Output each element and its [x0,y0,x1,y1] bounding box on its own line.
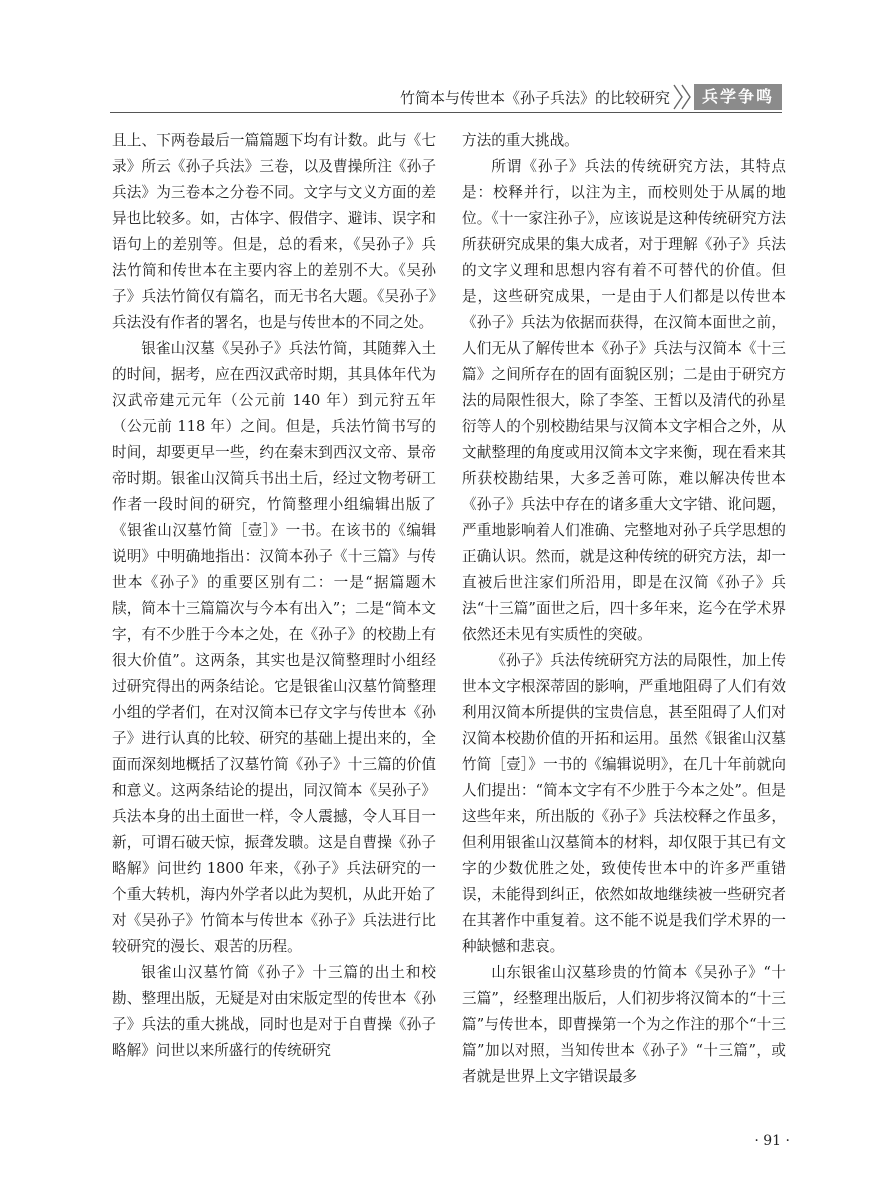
running-header [110,84,782,112]
paragraph: 《孙子》兵法传统研究方法的局限性，加上传世本文字根深蒂固的影响，严重地阻碍了人们有效利用汉简本所提供的宝贵信息，甚至阻碍了人们对汉简本校勘价值的开拓和运用。虽然《银雀山汉墓竹简［壹］》一书的《编辑说明》，在几十年前就向人们提出：“简本文字有不少胜于今本之处”。但是这些年来，所出版的《孙子》兵法校释之作虽多，但利用银雀山汉墓简本的材料，却仅限于其已有文字的少数优胜之处，致使传世本中的许多严重错误，未能得到纠正，依然如故地继续被一些研究者在其著作中重复着。这不能不说是我们学术界的一种缺憾和悲哀。 [462,652,786,955]
paragraph: 且上、下两卷最后一篇篇题下均有计数。此与《七录》所云《孙子兵法》三卷，以及曹操所注《孙子兵法》为三卷本之分卷不同。文字与文义方面的差异也比较多。如，古体字、假借字、避讳、误字和语句上的差别等。但是，总的看来，《吴孙子》兵法竹简和传世本在主要内容上的差别不大。《吴孙子》兵法竹简仅有篇名，而无书名大题。《吴孙子》兵法没有作者的署名，也是与传世本的不同之处。 [112,132,436,331]
left-column [112,128,436,1064]
page-number: · 91 · [754,1133,790,1149]
paragraph: 银雀山汉墓《吴孙子》兵法竹简，其随葬入土的时间，据考，应在西汉武帝时期，其具体年代为汉武帝建元元年（公元前 140 年）到元狩五年（公元前 118 年）之间。但是，兵法竹简书写的时间，却要更早一些，约在秦末到西汉文帝、景帝帝时期。银雀山汉简兵书出土后，经过文物考研工作者一段时间的研究，竹简整理小组编辑出版了《银雀山汉墓竹简［壹］》一书。在该书的《编辑说明》中明确地指出：汉简本孙子《十三篇》与传世本《孙子》的重要区别有二：一是“据篇题木牍，简本十三篇篇次与今本有出入”；二是“简本文字，有不少胜于今本之处，在《孙子》的校勘上有很大价值”。这两条，其实也是汉简整理时小组经过研究得出的两条结论。它是银雀山汉墓竹简整理小组的学者们，在对汉简本已存文字与传世本《孙子》进行认真的比较、研究的基础上提出来的，全面而深刻地概括了汉墓竹简《孙子》十三篇的价值和意义。这两条结论的提出，同汉简本《吴孙子》兵法本身的出土面世一样，令人震撼，令人耳目一新，可谓石破天惊，振聋发聩。这是自曹操《孙子略解》问世约 1800 年来，《孙子》兵法研究的一个重大转机，海内外学者以此为契机，从此开始了对《吴孙子》竹简本与传世本《孙子》兵法进行比较研究的漫长、艰苦的历程。 [112,340,436,955]
article-title: 竹简本与传世本《孙子兵法》的比较研究 [399,89,670,107]
double-chevron-icon [672,84,694,110]
paragraph: 方法的重大挑战。 [462,132,579,149]
right-column [462,128,786,1090]
header-divider [110,112,782,113]
section-badge: 兵学争鸣 [694,84,782,110]
paragraph: 银雀山汉墓竹简《孙子》十三篇的出土和校勘、整理出版，无疑是对由宋版定型的传世本《孙子》兵法的重大挑战，同时也是对于自曹操《孙子略解》问世以来所盛行的传统研究 [112,964,436,1059]
paragraph: 所谓《孙子》兵法的传统研究方法，其特点是：校释并行，以注为主，而校则处于从属的地位。《十一家注孙子》，应该说是这种传统研究方法所获研究成果的集大成者，对于理解《孙子》兵法的文字义理和思想内容有着不可替代的价值。但是，这些研究成果，一是由于人们都是以传世本《孙子》兵法为依据而获得，在汉简本面世之前，人们无从了解传世本《孙子》兵法与汉简本《十三篇》之间所存在的固有面貌区别；二是由于研究方法的局限性很大，除了李筌、王皙以及清代的孙星衍等人的个别校勘结果与汉简本文字相合之外，从文献整理的角度或用汉简本文字来衡，现在看来其所获校勘结果，大多乏善可陈，难以解决传世本《孙子》兵法中存在的诸多重大文字错、讹问题，严重地影响着人们准确、完整地对孙子兵学思想的正确认识。然而，就是这种传统的研究方法，却一直被后世注家们所沿用，即是在汉简《孙子》兵法“十三篇”面世之后，四十多年来，迄今在学术界依然还未见有实质性的突破。 [462,158,786,643]
paragraph: 山东银雀山汉墓珍贵的竹简本《吴孙子》“十三篇”，经整理出版后，人们初步将汉简本的“十三篇”与传世本，即曹操第一个为之作注的那个“十三篇”加以对照，当知传世本《孙子》“十三篇”，或者就是世界上文字错误最多 [462,964,786,1085]
